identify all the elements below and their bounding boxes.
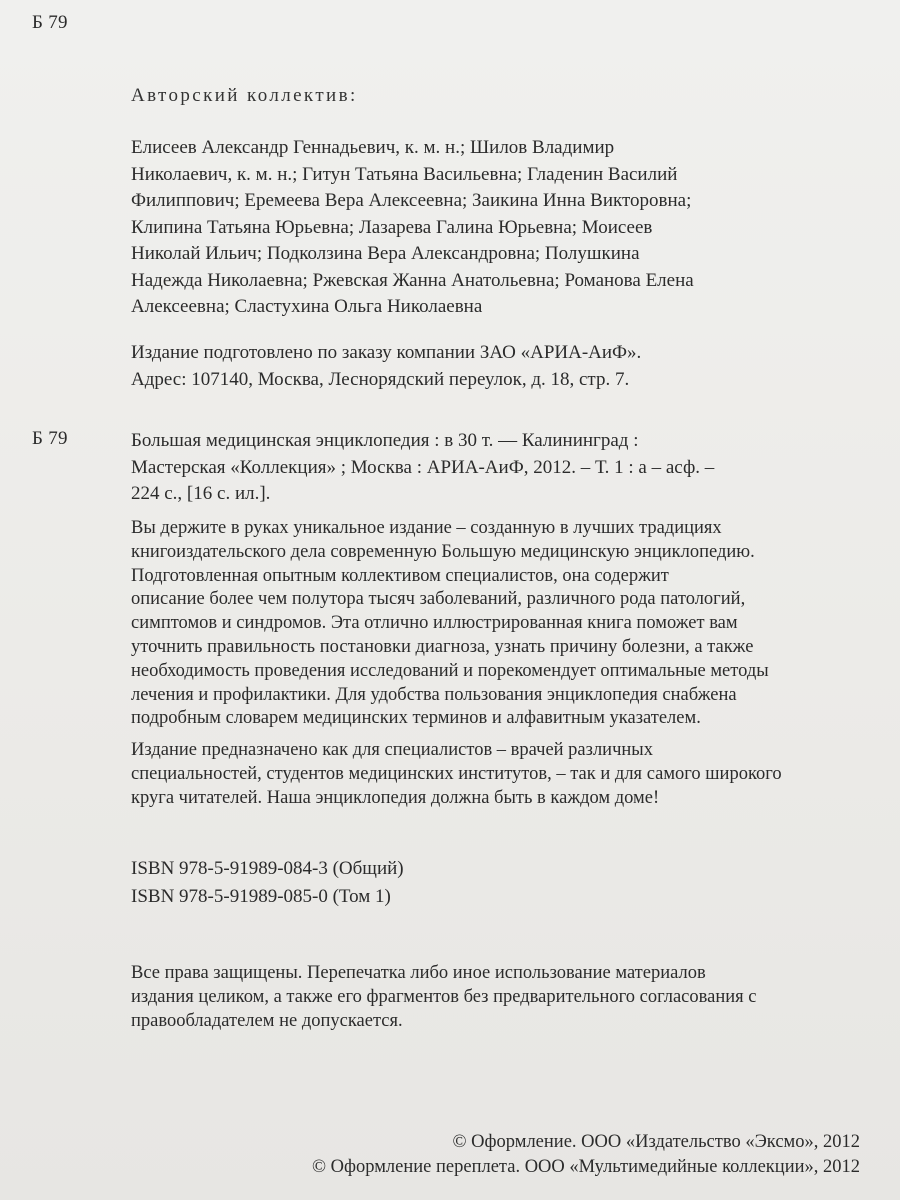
publisher-address: Адрес: 107140, Москва, Леснорядский переулок, д. 18, стр. 7. (131, 368, 630, 390)
description-line: уточнить правильность постановки диагноза, узнать причину болезни, а также (131, 636, 754, 657)
bibliographic-record (131, 428, 831, 508)
biblio-line: Мастерская «Коллекция» ; Москва : АРИА-АиФ, 2012. – Т. 1 : а – асф. – (131, 456, 715, 478)
copyright-binding: © Оформление переплета. ООО «Мультимедийные коллекции», 2012 (311, 1157, 860, 1177)
rights-line: правообладателем не допускается. (131, 1011, 403, 1031)
description-paragraph-1 (131, 517, 871, 731)
authors-line: Елисеев Александр Геннадьевич, к. м. н.; Шилов Владимир (131, 137, 615, 158)
authors-line: Николаевич, к. м. н.; Гитун Татьяна Васильевна; Гладенин Василий (131, 163, 678, 185)
description-line: книгоиздательского дела современную Большую медицинскую энциклопедию. (131, 541, 755, 562)
isbn-block (131, 855, 871, 911)
description-line: описание более чем полутора тысяч заболеваний, различного рода патологий, (131, 589, 746, 610)
library-code-top: Б 79 (32, 12, 68, 33)
biblio-line: 224 с., [16 с. ил.]. (131, 483, 271, 504)
description-line: лечения и профилактики. Для удобства пользования энциклопедия снабжена (131, 684, 737, 705)
authors-line: Филиппович; Еремеева Вера Алексеевна; Заикина Инна Викторовна; (131, 190, 692, 211)
description-line: подробным словарем медицинских терминов и алфавитным указателем. (131, 708, 701, 729)
description-line: необходимость проведения исследований и порекомендует оптимальные методы (131, 660, 769, 681)
isbn-general: ISBN 978-5-91989-084-3 (Общий) (131, 858, 404, 879)
description-line: симптомов и синдромов. Эта отлично иллюстрированная книга поможет вам (131, 613, 738, 634)
description-line: Вы держите в руках уникальное издание – созданную в лучших традициях (131, 518, 722, 538)
authors-heading: Авторский коллектив: (131, 85, 358, 106)
copyright-design: © Оформление. ООО «Издательство «Эксмо», 2012 (452, 1132, 860, 1152)
rights-line: издания целиком, а также его фрагментов без предварительного согласования с (131, 987, 757, 1007)
description-line: специальностей, студентов медицинских институтов, – так и для самого широкого (131, 763, 782, 784)
authors-line: Алексеевна; Сластухина Ольга Николаевна (131, 296, 483, 317)
authors-line: Клипина Татьяна Юрьевна; Лазарева Галина Юрьевна; Моисеев (131, 216, 653, 238)
biblio-line: Большая медицинская энциклопедия : в 30 т. — Калининград : (131, 430, 639, 451)
copyright-block (312, 1130, 860, 1180)
description-paragraph-2 (131, 739, 871, 810)
library-code-biblio: Б 79 (32, 428, 68, 449)
authors-list (131, 135, 871, 321)
description-line: Подготовленная опытным коллективом специалистов, она содержит (131, 565, 669, 586)
isbn-volume: ISBN 978-5-91989-085-0 (Том 1) (131, 886, 391, 907)
rights-line: Все права защищены. Перепечатка либо иное использование материалов (131, 963, 706, 983)
authors-line: Николай Ильич; Подколзина Вера Александровна; Полушкина (131, 243, 640, 264)
description-line: Издание предназначено как для специалистов – врачей различных (131, 740, 653, 760)
description-line: круга читателей. Наша энциклопедия должна быть в каждом доме! (131, 787, 660, 808)
publisher-info (131, 340, 871, 393)
publisher-line: Издание подготовлено по заказу компании ЗАО «АРИА-АиФ». (131, 342, 642, 363)
rights-notice (131, 961, 871, 1033)
authors-line: Надежда Николаевна; Ржевская Жанна Анатольевна; Романова Елена (131, 269, 694, 291)
